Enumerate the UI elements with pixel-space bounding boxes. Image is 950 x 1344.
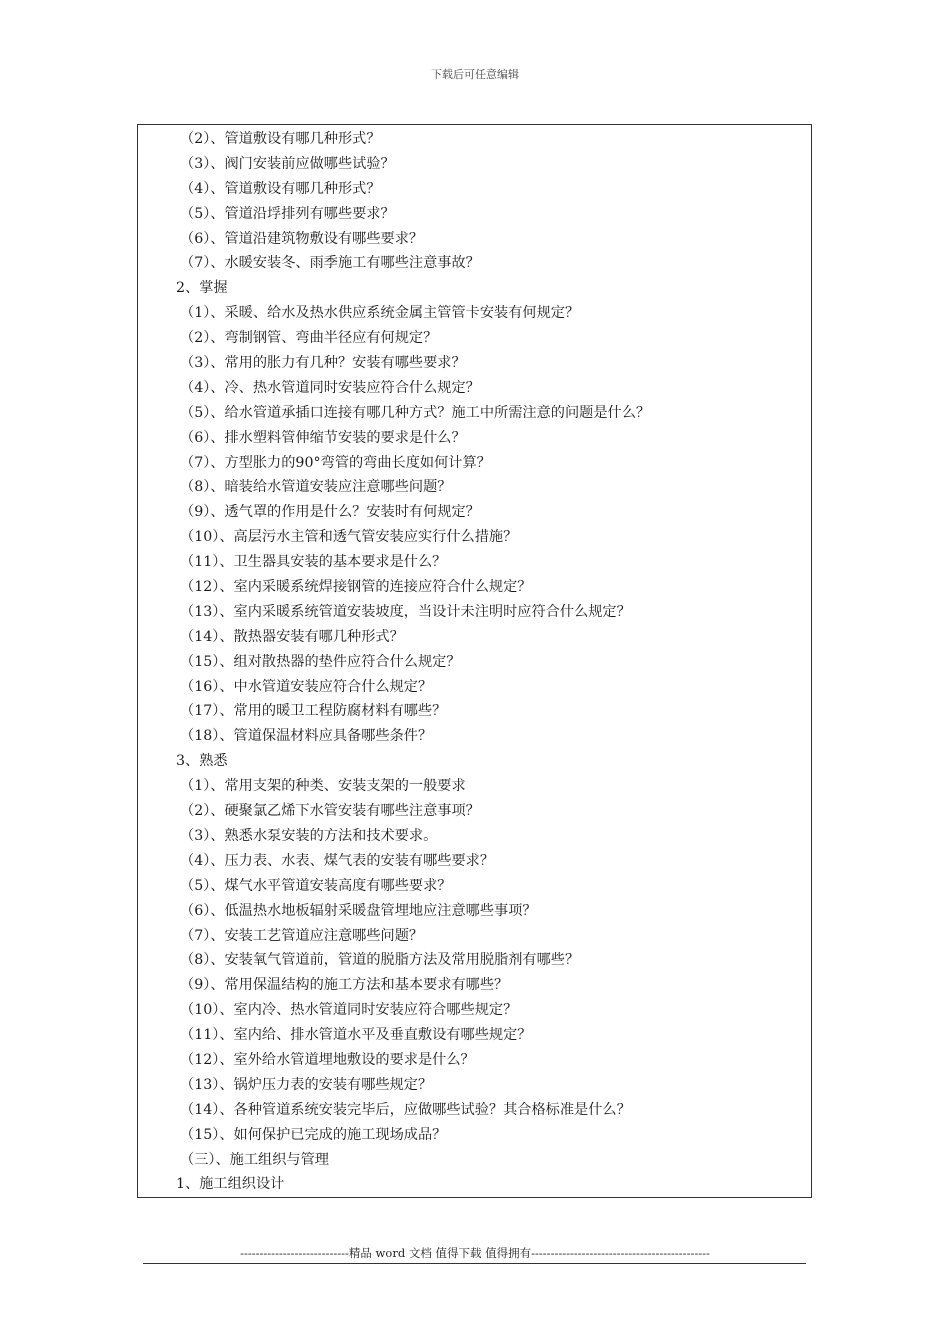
question-item: （4）、压力表、水表、煤气表的安装有哪些要求？ (180, 852, 495, 869)
question-item: （14）、各种管道系统安装完毕后，应做哪些试验？其合格标准是什么？ (180, 1101, 631, 1118)
question-item: （1）、采暖、给水及热水供应系统金属主管管卡安装有何规定？ (180, 305, 580, 322)
question-item: （17）、常用的暖卫工程防腐材料有哪些？ (180, 703, 447, 720)
question-item: （10）、高层污水主管和透气管安装应实行什么措施？ (180, 529, 518, 546)
content-box (137, 124, 812, 1198)
question-item: （8）、暗装给水管道安装应注意哪些问题？ (180, 479, 452, 496)
question-item: （6）、低温热水地板辐射采暖盘管埋地应注意哪些事项？ (180, 902, 537, 919)
question-item: （4）、冷、热水管道同时安装应符合什么规定？ (180, 379, 480, 396)
question-item: （11）、卫生器具安装的基本要求是什么？ (180, 554, 447, 571)
question-item: （三）、施工组织与管理 (180, 1151, 329, 1168)
question-item: （10）、室内冷、热水管道同时安装应符合哪些规定？ (180, 1002, 518, 1019)
page-header: 下载后可任意编辑 (431, 68, 519, 81)
question-item: （1）、常用支架的种类、安装支架的一般要求 (180, 778, 466, 795)
question-item: （6）、管道沿建筑物敷设有哪些要求？ (180, 230, 424, 247)
question-item: （7）、安装工艺管道应注意哪些问题？ (180, 927, 424, 944)
question-item: （6）、排水塑料管伸缩节安装的要求是什么？ (180, 429, 466, 446)
question-item: （4）、管道敷设有哪几种形式？ (180, 180, 381, 197)
question-item: （2）、硬聚氯乙烯下水管安装有哪些注意事项？ (180, 803, 480, 820)
page-footer: ----------------------------精品 word 文档 值得下载 值得拥有---------------------------------------------- (240, 1246, 710, 1260)
question-item: （13）、锅炉压力表的安装有哪些规定？ (180, 1076, 433, 1093)
question-item: （13）、室内采暖系统管道安装坡度，当设计未注明时应符合什么规定？ (180, 603, 631, 620)
question-list (138, 127, 811, 1197)
section-heading: 1、施工组织设计 (176, 1176, 285, 1193)
question-item: （8）、安装氧气管道前，管道的脱脂方法及常用脱脂剂有哪些？ (180, 952, 580, 969)
question-item: （15）、如何保护已完成的施工现场成品？ (180, 1126, 447, 1143)
question-item: （14）、散热器安装有哪几种形式？ (180, 628, 404, 645)
question-item: （3）、阀门安装前应做哪些试验？ (180, 155, 395, 172)
question-item: （3）、熟悉水泵安装的方法和技术要求。 (180, 827, 438, 844)
section-heading: 3、熟悉 (176, 753, 228, 770)
question-item: （11）、室内给、排水管道水平及垂直敷设有哪些规定？ (180, 1027, 532, 1044)
question-item: （3）、常用的胀力有几种？安装有哪些要求？ (180, 355, 466, 372)
question-item: （15）、组对散热器的垫件应符合什么规定？ (180, 653, 461, 670)
question-item: （7）、方型胀力的90°弯管的弯曲长度如何计算？ (180, 454, 491, 471)
question-item: （12）、室内采暖系统焊接钢管的连接应符合什么规定？ (180, 579, 532, 596)
section-heading: 2、掌握 (176, 280, 228, 297)
question-item: （2）、管道敷设有哪几种形式？ (180, 131, 381, 147)
question-item: （9）、透气罩的作用是什么？安装时有何规定？ (180, 504, 480, 521)
question-item: （5）、煤气水平管道安装高度有哪些要求？ (180, 877, 452, 894)
question-item: （12）、室外给水管道埋地敷设的要求是什么？ (180, 1051, 475, 1068)
question-item: （9）、常用保温结构的施工方法和基本要求有哪些？ (180, 977, 509, 994)
question-item: （2）、弯制钢管、弯曲半径应有何规定？ (180, 330, 438, 347)
question-item: （5）、给水管道承插口连接有哪几种方式？施工中所需注意的问题是什么？ (180, 404, 651, 421)
question-item: （5）、管道沿垺排列有哪些要求？ (180, 205, 395, 222)
question-item: （16）、中水管道安装应符合什么规定？ (180, 678, 433, 695)
footer-rule (143, 1263, 806, 1264)
question-item: （18）、管道保温材料应具备哪些条件？ (180, 728, 433, 745)
question-item: （7）、水暖安装冬、雨季施工有哪些注意事故？ (180, 255, 480, 272)
